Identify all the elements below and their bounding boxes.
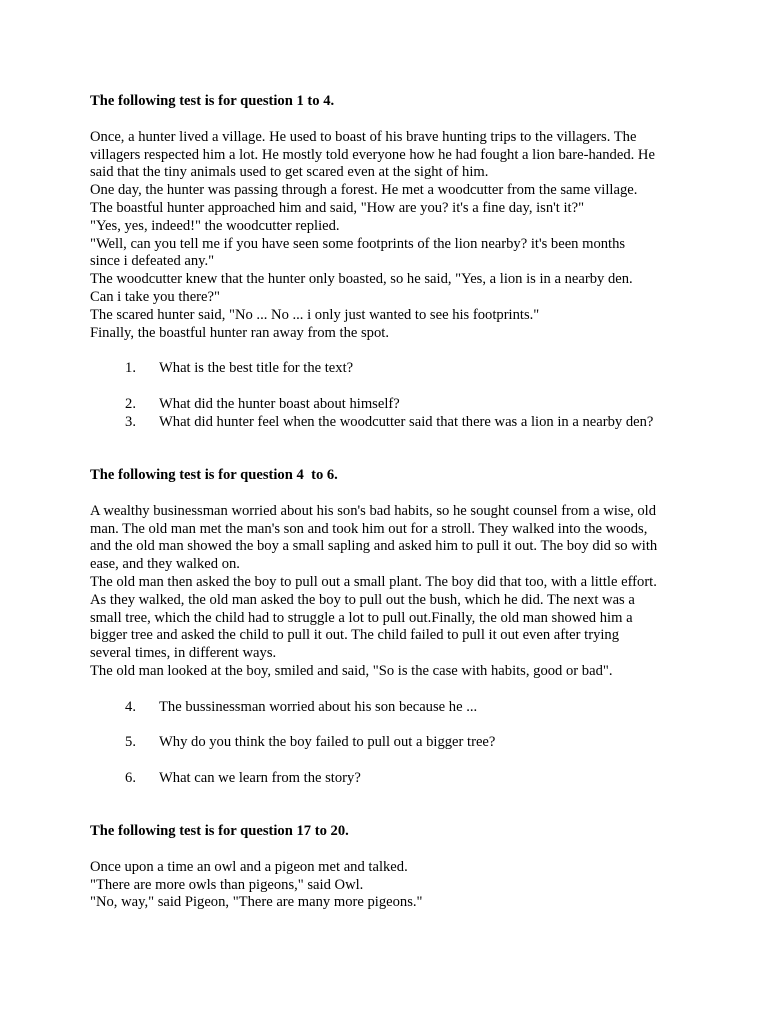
story-line: One day, the hunter was passing through a forest. He met a woodcutter from the same village. <box>90 182 638 199</box>
question-item <box>90 770 690 788</box>
story-line: bigger tree and asked the child to pull it out. The child failed to pull it out even after trying <box>90 627 620 644</box>
question-number: 4. <box>125 698 136 715</box>
story-line: The scared hunter said, "No ... No ... i only just wanted to see his footprints." <box>90 306 540 323</box>
document-page <box>90 93 690 912</box>
question-item <box>90 396 690 414</box>
section-heading: The following test is for question 4 to 6. <box>90 466 338 483</box>
story-line: A wealthy businessman worried about his son's bad habits, so he sought counsel from a wise, old <box>90 502 657 519</box>
question-item <box>90 414 690 432</box>
story-paragraph <box>90 859 690 912</box>
question-item <box>90 734 690 752</box>
story-line: The old man looked at the boy, smiled and said, "So is the case with habits, good or bad". <box>90 662 613 679</box>
story-line: ease, and they walked on. <box>90 556 240 573</box>
question-text: The bussinessman worried about his son because he ... <box>159 698 478 715</box>
story-line: Once upon a time an owl and a pigeon met and talked. <box>90 858 408 875</box>
question-number: 1. <box>125 360 136 377</box>
question-list <box>90 360 690 431</box>
question-text: What can we learn from the story? <box>159 769 361 786</box>
question-text: Why do you think the boy failed to pull out a bigger tree? <box>159 734 496 751</box>
question-list <box>90 699 690 788</box>
story-line: said that the tiny animals used to get scared even at the sight of him. <box>90 164 489 181</box>
story-line: As they walked, the old man asked the boy to pull out the bush, which he did. The next was a <box>90 591 635 608</box>
story-paragraph <box>90 129 690 343</box>
story-line: The boastful hunter approached him and said, "How are you? it's a fine day, isn't it?" <box>90 199 585 216</box>
question-text: What is the best title for the text? <box>159 360 354 377</box>
story-line: small tree, which the child had to struggle a lot to pull out.Finally, the old man showed him a <box>90 609 633 626</box>
question-number: 5. <box>125 734 136 751</box>
story-line: man. The old man met the man's son and took him out for a stroll. They walked into the woods, <box>90 520 648 537</box>
story-line: since i defeated any." <box>90 253 215 270</box>
story-line: "Yes, yes, indeed!" the woodcutter replied. <box>90 217 340 234</box>
question-item <box>90 360 690 378</box>
question-number: 6. <box>125 769 136 786</box>
story-line: "Well, can you tell me if you have seen some footprints of the lion nearby? it's been months <box>90 235 626 252</box>
question-text: What did the hunter boast about himself? <box>159 395 400 412</box>
section-heading: The following test is for question 17 to 20. <box>90 823 349 840</box>
story-line: The old man then asked the boy to pull out a small plant. The boy did that too, with a little effort. <box>90 573 657 590</box>
story-line: Once, a hunter lived a village. He used to boast of his brave hunting trips to the villagers. The <box>90 128 637 145</box>
question-item <box>90 699 690 717</box>
question-text: What did hunter feel when the woodcutter said that there was a lion in a nearby den? <box>159 413 654 430</box>
story-line: Can i take you there?" <box>90 288 220 305</box>
story-line: The woodcutter knew that the hunter only boasted, so he said, "Yes, a lion is in a nearby den. <box>90 271 633 288</box>
story-line: several times, in different ways. <box>90 645 277 662</box>
story-line: "No, way," said Pigeon, "There are many more pigeons." <box>90 894 423 911</box>
story-paragraph <box>90 503 690 681</box>
section-heading: The following test is for question 1 to 4. <box>90 93 335 109</box>
story-line: and the old man showed the boy a small sapling and asked him to pull it out. The boy did so with <box>90 538 658 555</box>
story-line: "There are more owls than pigeons," said Owl. <box>90 876 364 893</box>
story-line: villagers respected him a lot. He mostly told everyone how he had fought a lion bare-handed. He <box>90 146 655 163</box>
question-number: 2. <box>125 395 136 412</box>
question-number: 3. <box>125 413 136 430</box>
story-line: Finally, the boastful hunter ran away from the spot. <box>90 324 389 341</box>
